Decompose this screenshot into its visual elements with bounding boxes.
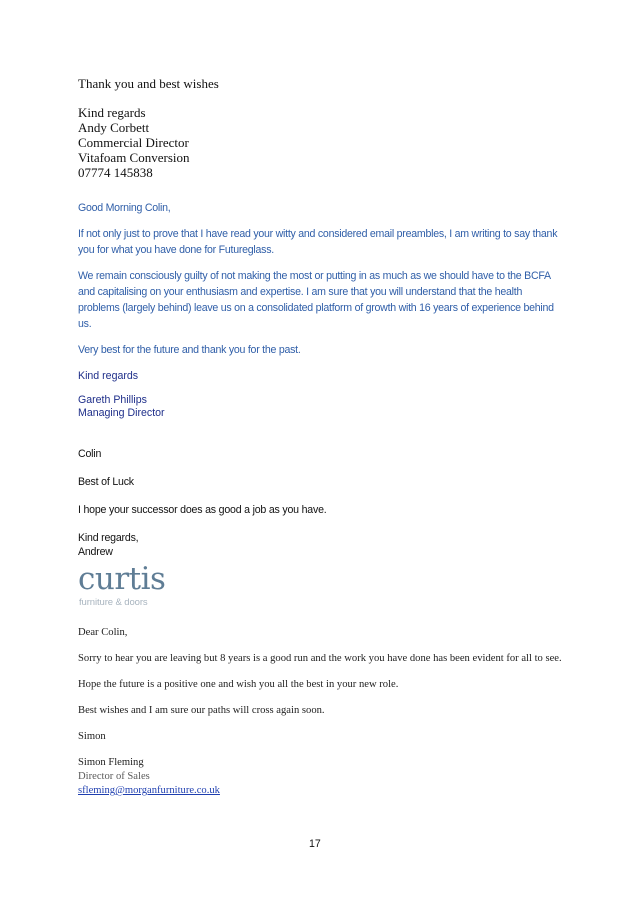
signer-phone: 07774 145838 (78, 165, 153, 180)
andrew-letter (78, 447, 558, 559)
spacer (78, 91, 219, 105)
paragraph: Best wishes and I am sure our paths will cross again soon. (78, 705, 325, 716)
closing: Kind regards, (78, 532, 139, 544)
signer-name: Gareth Phillips (78, 394, 147, 406)
email-link[interactable]: sfleming@morganfurniture.co.uk (78, 785, 220, 796)
signer-company: Vitafoam Conversion (78, 150, 190, 165)
paragraph: Very best for the future and thank you for the past. (78, 344, 301, 356)
andy-letter (78, 76, 219, 180)
curtis-logo (78, 561, 168, 610)
closing: Kind regards (78, 370, 139, 382)
logo-wordmark: curtis (78, 561, 166, 597)
signature-block (78, 394, 566, 420)
thanks-line: Thank you and best wishes (78, 76, 219, 91)
signer-name: Simon Fleming (78, 757, 144, 768)
logo-tagline: furniture & doors (79, 597, 148, 608)
paragraph: Best of Luck (78, 476, 134, 488)
signer-name: Andrew (78, 546, 113, 558)
greeting: Colin (78, 448, 102, 460)
simon-letter (78, 626, 568, 798)
paragraph: We remain consciously guilty of not making the most or putting in as much as we should have to the BCFA and capitalising on your enthusiasm and expertise. I am sure that you will understand that the health problems (largely behind) leave us on a consolidated platform of growth with 16 years of experience behind us. (78, 270, 554, 330)
paragraph: Hope the future is a positive one and wish you all the best in your new role. (78, 679, 399, 690)
paragraph: I hope your successor does as good a job as you have. (78, 504, 327, 516)
signoff: Simon (78, 731, 106, 742)
signer-name: Andy Corbett (78, 120, 150, 135)
paragraph: Sorry to hear you are leaving but 8 years is a good run and the work you have done has been evident for all to see. (78, 653, 562, 664)
signer-title: Commercial Director (78, 135, 189, 150)
signer-title: Managing Director (78, 407, 165, 419)
signer-title: Director of Sales (78, 771, 150, 782)
greeting: Dear Colin, (78, 627, 128, 638)
greeting: Good Morning Colin, (78, 202, 171, 214)
gareth-letter (78, 200, 566, 420)
paragraph: If not only just to prove that I have read your witty and considered email preambles, I am writing to say thank you for what you have done for Futureglass. (78, 228, 558, 256)
closing: Kind regards (78, 105, 146, 120)
page-number: 17 (309, 838, 321, 850)
